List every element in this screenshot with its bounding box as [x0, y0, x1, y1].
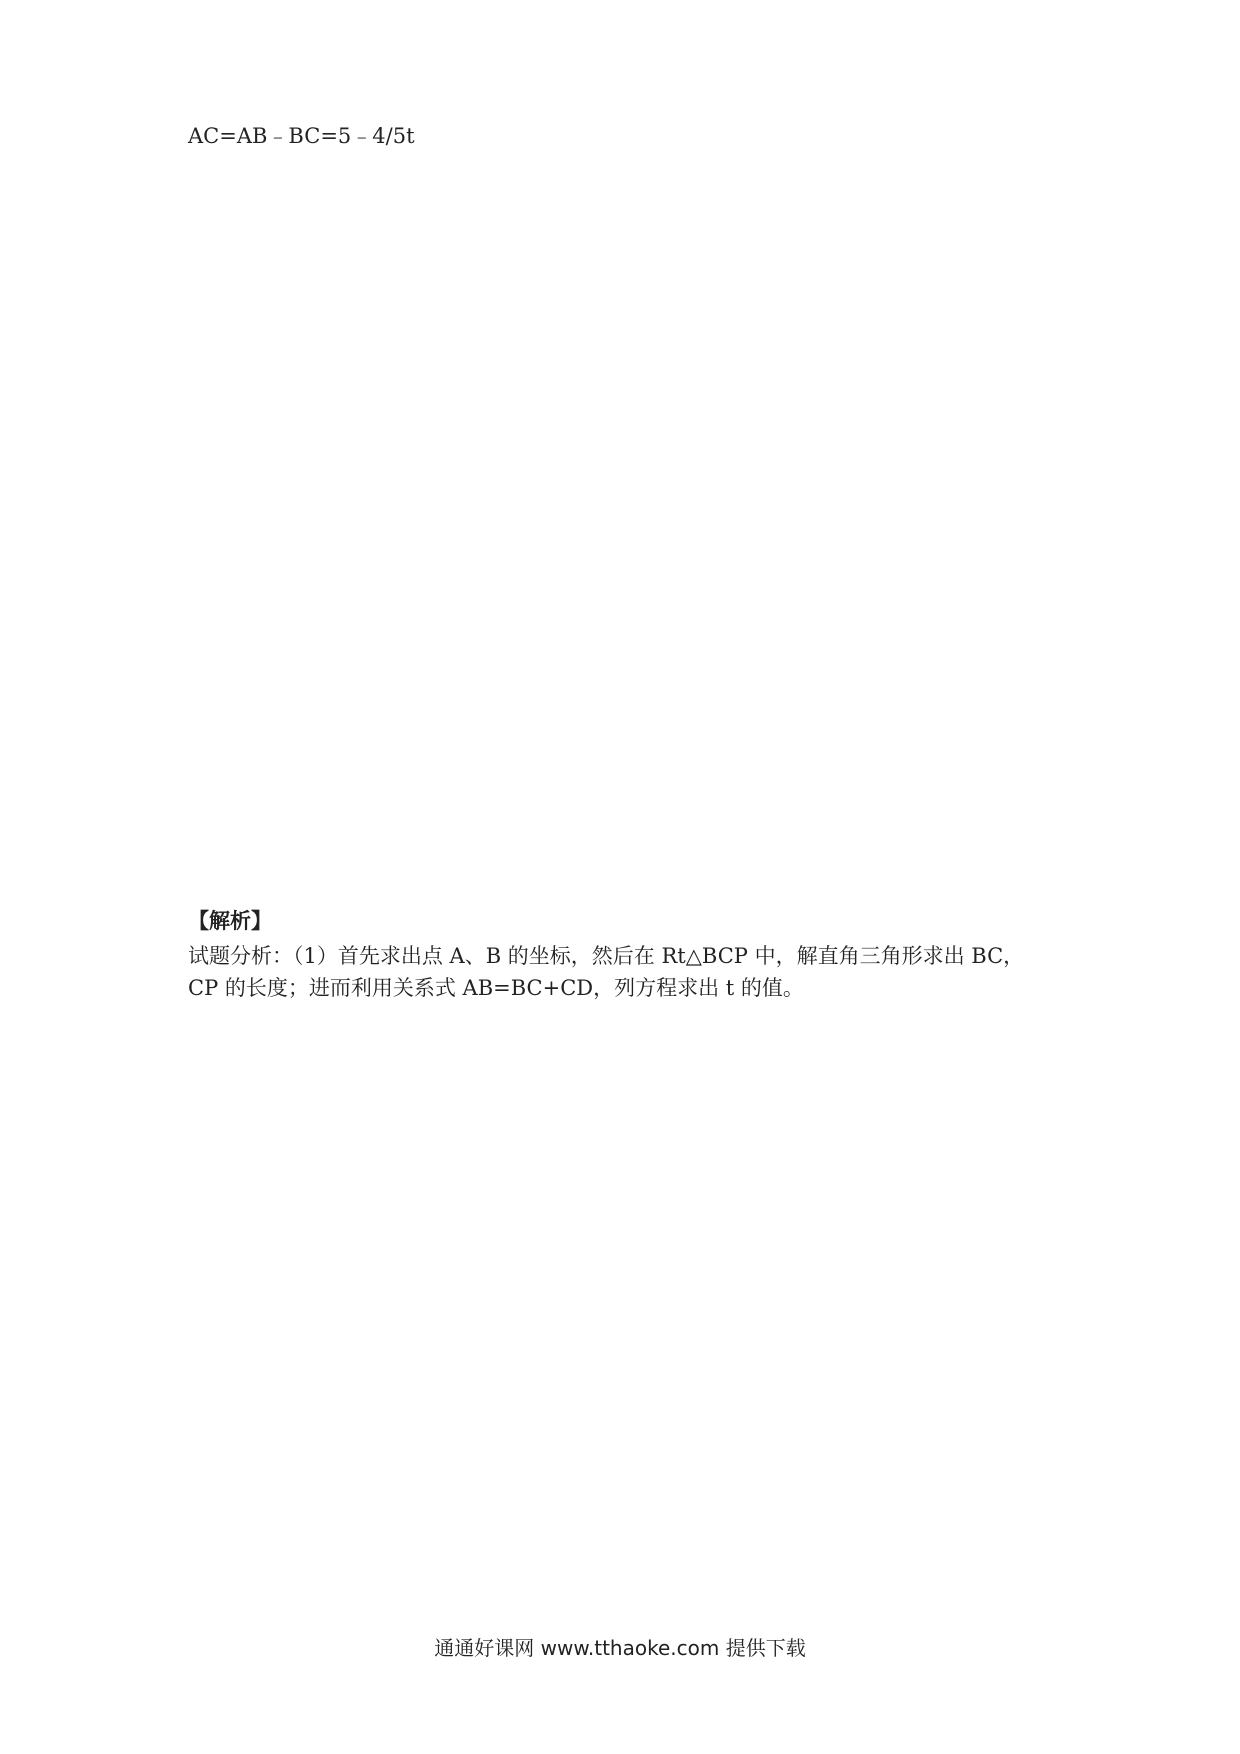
analysis-heading: 【解析】: [188, 908, 272, 933]
lead-text: AC=AB﹣BC=5﹣4/5t: [188, 124, 415, 148]
page-footer: 通通好课网 www.tthaoke.com 提供下载: [434, 1636, 806, 1660]
analysis-text: 试题分析：（1）首先求出点 A、B 的坐标，然后在 Rt△BCP 中，解直角三角形求出 BC，CP 的长度；进而利用关系式 AB=BC+CD，列方程求出 t 的值。: [188, 944, 1025, 1000]
